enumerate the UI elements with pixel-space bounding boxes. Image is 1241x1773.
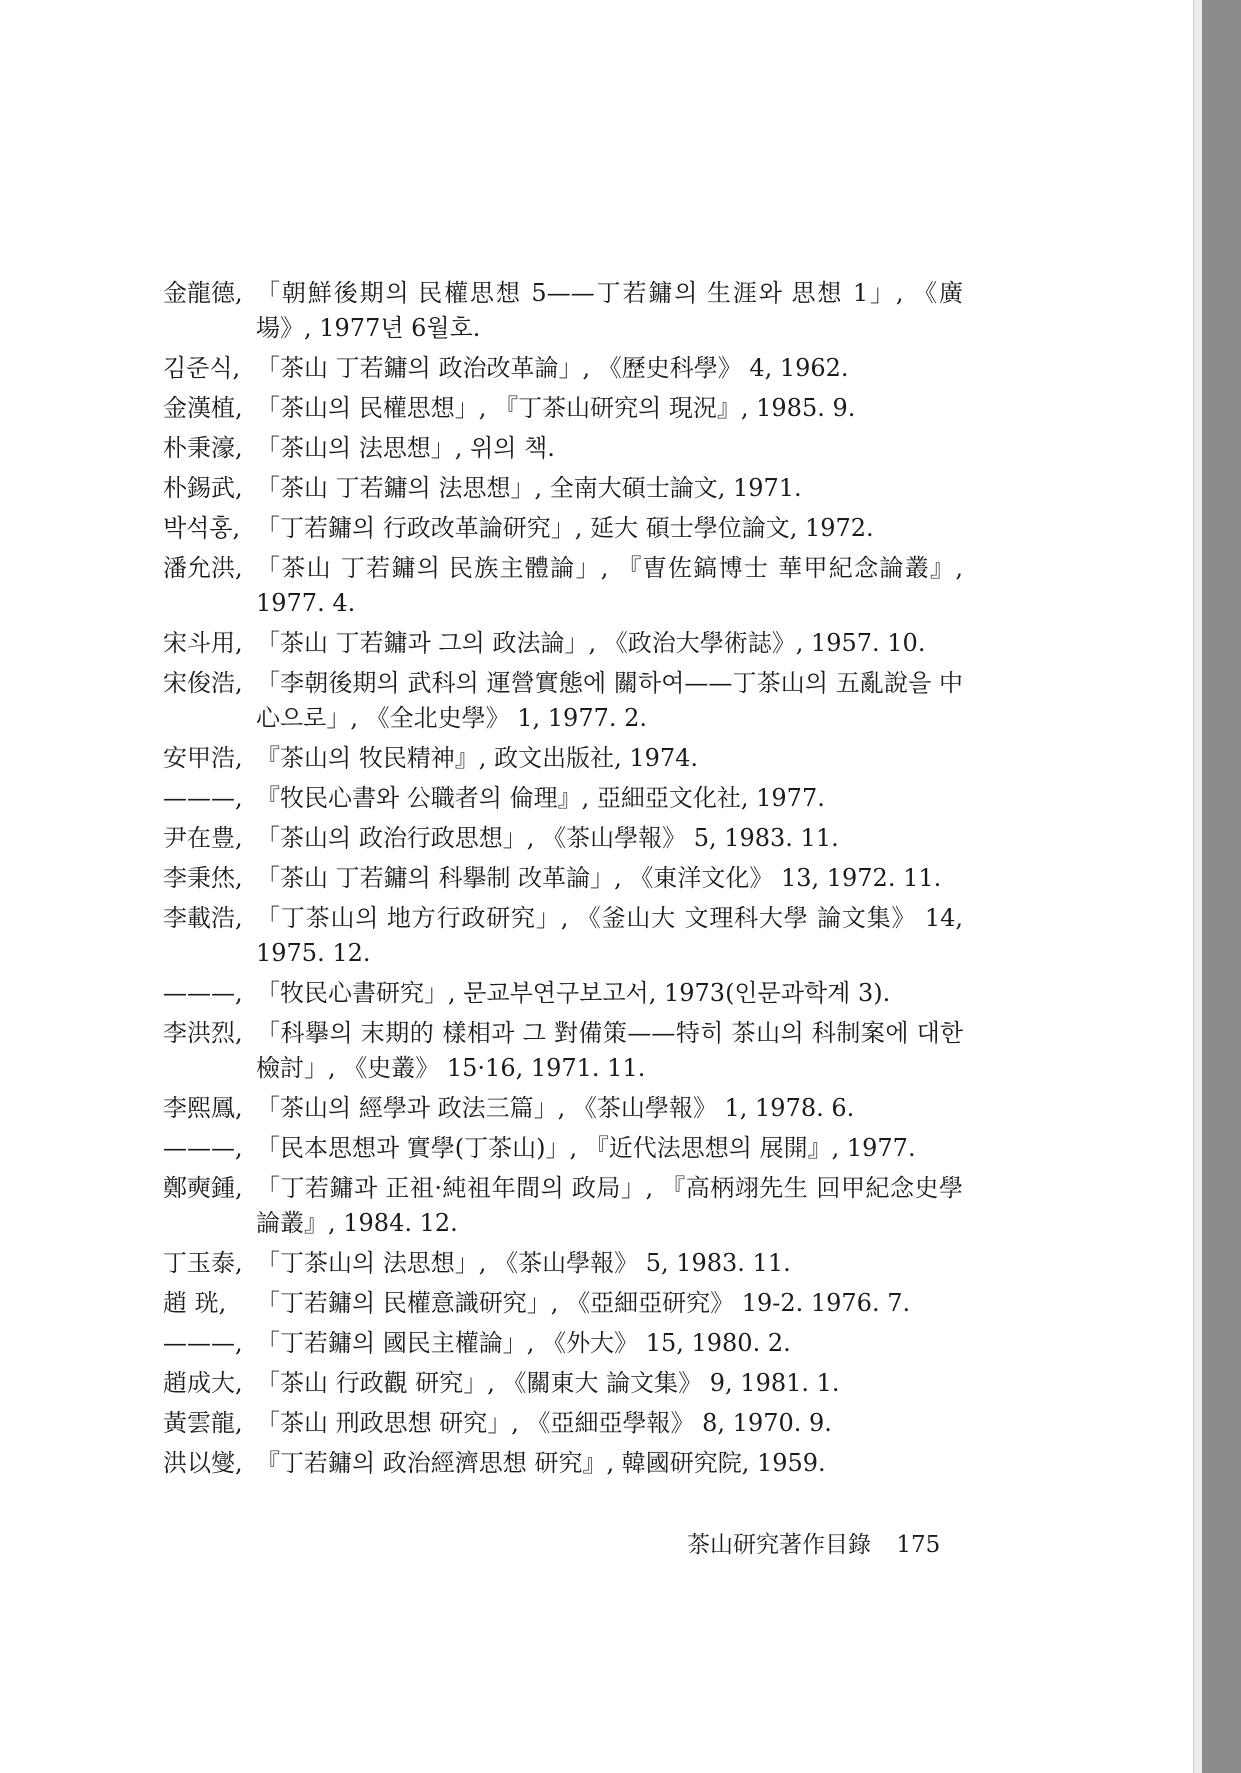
entry-citation: 「丁若鏞과 正祖·純祖年間의 政局」, 『高柄翊先生 回甲紀念史學論叢』, 1984. 12. (256, 1174, 963, 1237)
entry-author: ———, (163, 1329, 243, 1357)
bibliography-entry (163, 1446, 963, 1481)
entry-citation: 『牧民心書와 公職者의 倫理』, 亞細亞文化社, 1977. (256, 784, 825, 812)
bibliography-entry (163, 861, 963, 896)
bibliography-entry (163, 431, 963, 466)
entry-citation: 「茶山의 經學과 政法三篇」, 《茶山學報》 1, 1978. 6. (256, 1094, 855, 1122)
bibliography-entry (163, 511, 963, 546)
entry-author: ———, (163, 784, 243, 812)
entry-author: 鄭奭鍾, (163, 1174, 243, 1202)
entry-author: 朴秉濠, (163, 434, 243, 462)
entry-citation: 「茶山 丁若鏞과 그의 政法論」, 《政治大學術誌》, 1957. 10. (256, 629, 926, 657)
entry-author: ———, (163, 979, 243, 1007)
entry-citation: 「丁若鏞의 行政改革論研究」, 延大 碩士學位論文, 1972. (256, 514, 874, 542)
entry-citation: 「科擧의 末期的 樣相과 그 對備策——特히 茶山의 科制案에 대한 檢討」, 《史叢》 15·16, 1971. 11. (256, 1019, 971, 1082)
bibliography-entry (163, 666, 963, 736)
bibliography-entry (163, 1406, 963, 1441)
entry-citation: 「牧民心書研究」, 문교부연구보고서, 1973(인문과학계 3). (256, 979, 891, 1007)
bibliography-entry (163, 471, 963, 506)
bibliography-entry (163, 351, 963, 386)
entry-citation: 「茶山의 政治行政思想」, 《茶山學報》 5, 1983. 11. (256, 824, 839, 852)
entry-citation: 「丁茶山의 地方行政研究」, 《釜山大 文理科大學 論文集》 14, 1975. 12. (256, 904, 971, 967)
bibliography-entry (163, 1016, 971, 1086)
bibliography-entry (163, 1246, 963, 1281)
entry-citation: 「茶山의 法思想」, 위의 책. (256, 434, 555, 462)
entry-citation: 「茶山의 民權思想」, 『丁茶山研究의 現況』, 1985. 9. (256, 394, 856, 422)
entry-citation: 「朝鮮後期의 民權思想 5——丁若鏞의 生涯와 思想 1」, 《廣場》, 1977년 6월호. (256, 279, 963, 342)
bibliography-entry (163, 976, 963, 1011)
entry-citation: 「丁茶山의 法思想」, 《茶山學報》 5, 1983. 11. (256, 1249, 791, 1277)
entry-citation: 「民本思想과 實學(丁茶山)」, 『近代法思想의 展開』, 1977. (256, 1134, 916, 1162)
entry-author: 박석홍, (163, 514, 241, 542)
entry-author: 金龍德, (163, 279, 243, 307)
entry-author: 李秉烋, (163, 864, 243, 892)
entry-citation: 「茶山 行政觀 研究」, 《關東大 論文集》 9, 1981. 1. (256, 1369, 840, 1397)
entry-author: 尹在豊, (163, 824, 243, 852)
entry-citation: 「茶山 丁若鏞의 政治改革論」, 《歷史科學》 4, 1962. (256, 354, 849, 382)
entry-author: 潘允洪, (163, 554, 243, 582)
entry-citation: 「丁若鏞의 國民主權論」, 《外大》 15, 1980. 2. (256, 1329, 791, 1357)
bibliography-entry (163, 741, 963, 776)
entry-citation: 「茶山 丁若鏞의 法思想」, 全南大碩士論文, 1971. (256, 474, 802, 502)
page-number: 175 (896, 1532, 941, 1558)
entry-author: 丁玉泰, (163, 1249, 243, 1277)
bibliography-entry (163, 781, 963, 816)
entry-citation: 「茶山 丁若鏞의 科擧制 改革論」, 《東洋文化》 13, 1972. 11. (256, 864, 942, 892)
entry-citation: 「茶山 丁若鏞의 民族主體論」, 『曺佐鎬博士 華甲紀念論叢』, 1977. 4. (256, 554, 971, 617)
bibliography-entry (163, 1366, 963, 1401)
bibliography-list (163, 276, 971, 1486)
entry-author: ———, (163, 1134, 243, 1162)
entry-author: 洪以燮, (163, 1449, 243, 1477)
entry-author: 趙 珖, (163, 1289, 227, 1317)
bibliography-entry (163, 1091, 963, 1126)
bibliography-entry (163, 551, 971, 621)
bibliography-entry (163, 901, 971, 971)
page-edge-shadow (1193, 0, 1202, 1773)
page-footer (687, 1526, 940, 1559)
bibliography-entry (163, 1131, 963, 1166)
running-title: 茶山研究著作目錄 (687, 1532, 871, 1558)
entry-author: 安甲浩, (163, 744, 243, 772)
entry-author: 黃雲龍, (163, 1409, 243, 1437)
entry-author: 李洪烈, (163, 1019, 243, 1047)
entry-citation: 『茶山의 牧民精神』, 政文出版社, 1974. (256, 744, 699, 772)
bibliography-entry (163, 391, 963, 426)
entry-author: 김준식, (163, 354, 241, 382)
entry-author: 宋斗用, (163, 629, 243, 657)
entry-author: 金漢植, (163, 394, 243, 422)
entry-citation: 『丁若鏞의 政治經濟思想 研究』, 韓國研究院, 1959. (256, 1449, 826, 1477)
bibliography-entry (163, 1171, 963, 1241)
bibliography-entry (163, 1286, 963, 1321)
entry-author: 李載浩, (163, 904, 243, 932)
bibliography-entry (163, 821, 963, 856)
entry-citation: 「丁若鏞의 民權意識研究」, 《亞細亞研究》 19-2. 1976. 7. (256, 1289, 911, 1317)
bibliography-entry (163, 1326, 963, 1361)
entry-author: 宋俊浩, (163, 669, 243, 697)
entry-citation: 「茶山 刑政思想 研究」, 《亞細亞學報》 8, 1970. 9. (256, 1409, 832, 1437)
entry-author: 李熙鳳, (163, 1094, 243, 1122)
entry-author: 趙成大, (163, 1369, 243, 1397)
bibliography-entry (163, 276, 963, 346)
entry-citation: 「李朝後期의 武科의 運營實態에 關하여——丁茶山의 五亂說을 中心으로」, 《全北史學》 1, 1977. 2. (256, 669, 963, 732)
bibliography-entry (163, 626, 963, 661)
entry-author: 朴錫武, (163, 474, 243, 502)
